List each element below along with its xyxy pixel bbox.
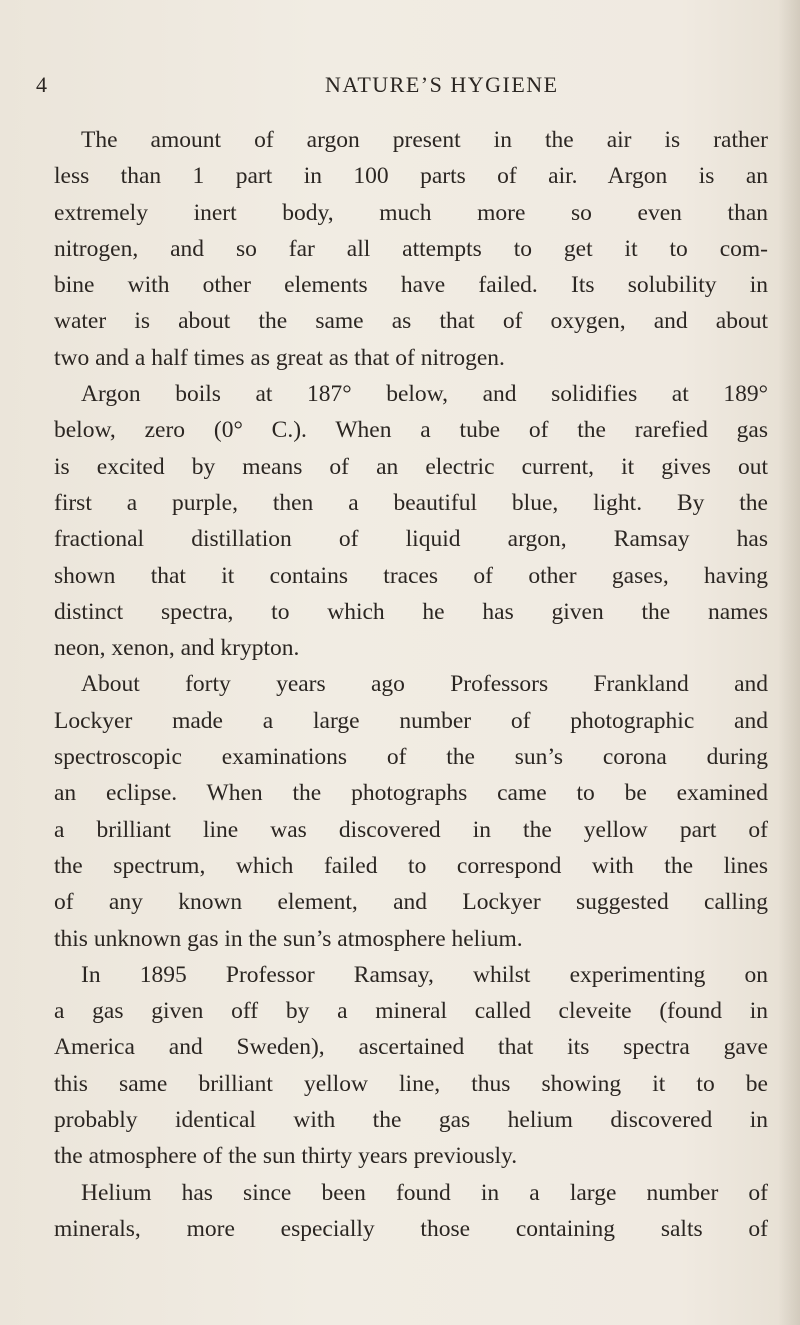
text-line: nitrogen, and so far all attempts to get it to com-: [54, 235, 768, 262]
text-line: minerals, more especially those containing salts of: [54, 1215, 768, 1242]
running-title: NATURE’S HYGIENE: [325, 72, 559, 97]
text-line: shown that it contains traces of other gases, having: [54, 562, 768, 589]
text-line: water is about the same as that of oxygen, and about: [54, 308, 768, 335]
text-line: a brilliant line was discovered in the yellow part of: [54, 816, 768, 843]
text-line: America and Sweden), ascertained that its spectra gave: [54, 1034, 768, 1061]
running-head: [36, 72, 576, 104]
text-line: distinct spectra, to which he has given the names: [54, 598, 768, 625]
text-line: Argon boils at 187° below, and solidifies at 189°: [81, 381, 768, 408]
text-line: first a purple, then a beautiful blue, light. By the: [54, 489, 768, 516]
text-line: less than 1 part in 100 parts of air. Argon is an: [54, 163, 768, 190]
page-number: 4: [36, 72, 48, 97]
text-line: spectroscopic examinations of the sun’s corona during: [54, 744, 768, 771]
body-text: [54, 122, 768, 1247]
text-line: the atmosphere of the sun thirty years previously.: [54, 1143, 518, 1170]
text-line: a gas given off by a mineral called cleveite (found in: [54, 998, 768, 1025]
text-line: below, zero (0° C.). When a tube of the rarefied gas: [54, 417, 768, 444]
text-line: probably identical with the gas helium discovered in: [54, 1107, 768, 1134]
text-line: an eclipse. When the photographs came to be examined: [54, 780, 768, 807]
text-line: this unknown gas in the sun’s atmosphere helium.: [54, 925, 523, 952]
text-line: The amount of argon present in the air is rather: [81, 127, 768, 153]
text-line: the spectrum, which failed to correspond with the lines: [54, 852, 768, 879]
page-edge-shadow: [778, 0, 800, 1325]
text-line: fractional distillation of liquid argon, Ramsay has: [54, 526, 768, 553]
text-line: Helium has since been found in a large number of: [81, 1179, 768, 1206]
text-line: two and a half times as great as that of nitrogen.: [54, 344, 505, 371]
text-line: About forty years ago Professors Frankland and: [81, 671, 768, 698]
text-line: of any known element, and Lockyer suggested calling: [54, 889, 768, 916]
text-line: bine with other elements have failed. Its solubility in: [54, 272, 768, 299]
text-line: extremely inert body, much more so even than: [54, 199, 768, 226]
text-line: Lockyer made a large number of photographic and: [54, 707, 768, 734]
text-line: is excited by means of an electric current, it gives out: [54, 453, 768, 480]
text-line: In 1895 Professor Ramsay, whilst experimenting on: [81, 961, 768, 988]
text-line: this same brilliant yellow line, thus showing it to be: [54, 1070, 768, 1097]
text-line: neon, xenon, and krypton.: [54, 635, 300, 662]
